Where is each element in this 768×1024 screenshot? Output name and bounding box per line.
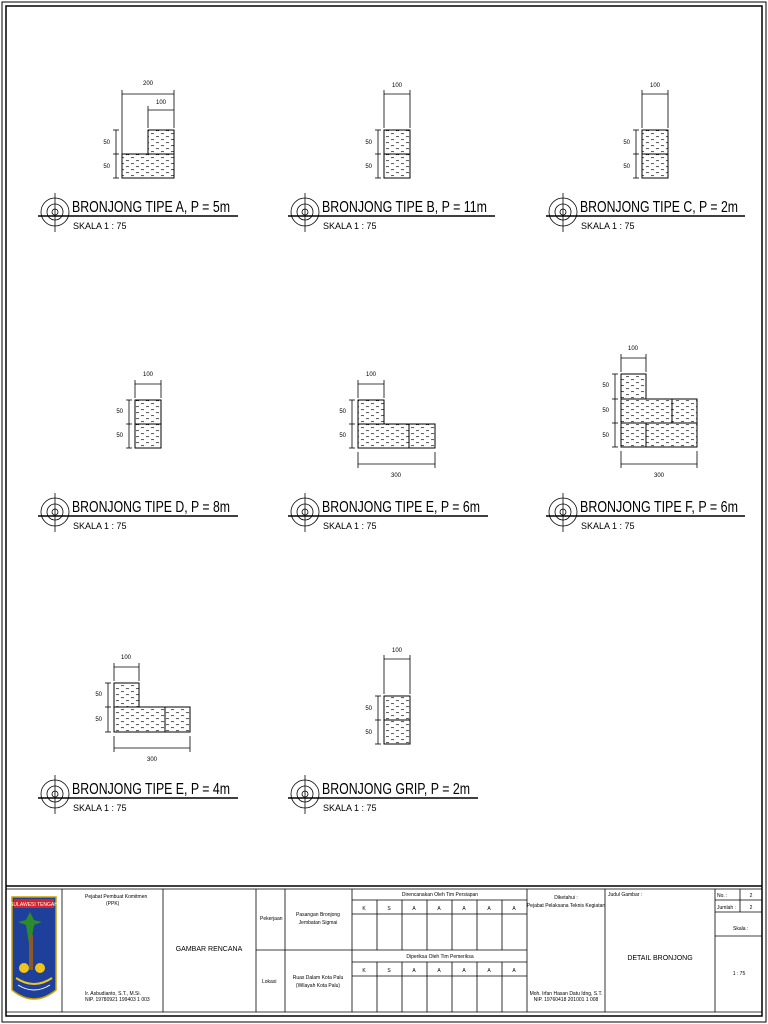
dim-label: 50 xyxy=(602,383,609,389)
drawing-scale: SKALA 1 : 75 xyxy=(323,803,377,813)
dim-label: 50 xyxy=(602,408,609,414)
dim-label: 50 xyxy=(623,140,630,146)
ppk-abbr: (PPK) xyxy=(106,901,120,907)
dim-label: 100 xyxy=(391,648,403,654)
grid-header: S xyxy=(387,968,391,974)
ppk-nip: NIP. 19780921 199403 1 003 xyxy=(85,997,150,1003)
dim-label: 100 xyxy=(365,372,377,378)
jumlah-label: Jumlah : xyxy=(717,905,736,911)
gambar-rencana-label: GAMBAR RENCANA xyxy=(175,946,243,953)
gabion-box xyxy=(384,696,410,720)
no-label: No. : xyxy=(717,893,728,899)
gabion-box xyxy=(114,707,165,732)
dim-label: 300 xyxy=(390,473,402,479)
dim-label: 50 xyxy=(116,409,123,415)
grid-headers-upper xyxy=(362,906,516,912)
drawing-scale: SKALA 1 : 75 xyxy=(73,221,127,231)
grid-header: A xyxy=(412,968,416,974)
gabion-box xyxy=(642,130,668,154)
dim-label: 100 xyxy=(120,655,132,661)
gabion-box xyxy=(621,374,646,399)
drawing-scale: SKALA 1 : 75 xyxy=(73,803,127,813)
pptk-name: Moh. Irfan Hasan Datu Idng, S.T. xyxy=(529,991,603,997)
jumlah-value: 2 xyxy=(749,905,753,911)
dim-label: 300 xyxy=(146,757,158,763)
drawing-tipe-a xyxy=(38,81,238,232)
drawing-grip xyxy=(288,648,478,814)
gabion-box xyxy=(621,399,672,423)
dim-label: 300 xyxy=(653,473,665,479)
drawing-title: BRONJONG TIPE B, P = 11m xyxy=(322,199,487,216)
gabion-box xyxy=(358,400,384,424)
dim-label: 50 xyxy=(365,730,372,736)
no-value: 2 xyxy=(749,893,753,899)
judul-gambar-label: Judul Gambar : xyxy=(608,892,643,898)
dim-label: 50 xyxy=(95,692,102,698)
gabion-box xyxy=(384,154,410,178)
pekerjaan-value: Jembatan Sigmai xyxy=(298,920,338,926)
gabion-box xyxy=(621,423,646,447)
grid-header: A xyxy=(462,906,466,912)
drawing-scale: SKALA 1 : 75 xyxy=(581,521,635,531)
grid-header: A xyxy=(512,906,516,912)
grid-header: K xyxy=(362,906,366,912)
drawing-scale: SKALA 1 : 75 xyxy=(323,221,377,231)
dim-label: 50 xyxy=(623,164,630,170)
grid-header: A xyxy=(487,968,491,974)
dim-label: 50 xyxy=(103,164,110,170)
drawing-title: BRONJONG TIPE A, P = 5m xyxy=(72,199,230,216)
gabion-box xyxy=(165,707,190,732)
logo-label: SULAWESI TENGAH xyxy=(10,902,58,908)
gabion-box xyxy=(148,130,174,154)
drawing-scale: SKALA 1 : 75 xyxy=(323,521,377,531)
diperiksa-label: Diperiksa Oleh Tim Pemeriksa xyxy=(406,954,474,960)
lokasi-value: Ruas Dalam Kota Palu xyxy=(292,975,344,981)
dim-label: 50 xyxy=(95,717,102,723)
drawing-tipe-e-4m xyxy=(38,655,238,814)
gabion-box xyxy=(114,683,139,707)
gabion-box xyxy=(135,424,161,448)
gabion-box xyxy=(384,720,410,744)
grid-header: A xyxy=(412,906,416,912)
grid-header: K xyxy=(362,968,366,974)
dim-label: 200 xyxy=(142,81,154,87)
drawing-title: BRONJONG TIPE D, P = 8m xyxy=(72,499,230,516)
gabion-box xyxy=(646,423,697,447)
province-logo-icon xyxy=(10,895,58,1007)
lokasi-value: (Wilayah Kota Palu) xyxy=(295,983,341,989)
gabion-box xyxy=(642,154,668,178)
grid-header: A xyxy=(512,968,516,974)
drawing-tipe-e-6m xyxy=(288,372,488,532)
grid-header: A xyxy=(487,906,491,912)
drawing-tipe-c xyxy=(546,83,745,232)
gabion-box xyxy=(409,424,435,448)
gabion-box xyxy=(122,154,174,178)
grid-header: A xyxy=(437,968,441,974)
drawing-tipe-b xyxy=(288,83,495,232)
title-block xyxy=(6,886,762,1012)
dim-label: 50 xyxy=(339,409,346,415)
gabion-box xyxy=(358,424,409,448)
dim-label: 50 xyxy=(365,164,372,170)
gabion-box xyxy=(384,130,410,154)
lokasi-label: Lokasi xyxy=(262,979,277,985)
diketahui-label: Diketahui : xyxy=(554,895,578,901)
drawing-tipe-f xyxy=(546,346,745,532)
dim-label: 50 xyxy=(116,433,123,439)
drawing-title: BRONJONG TIPE C, P = 2m xyxy=(580,199,738,216)
grid-header: A xyxy=(462,968,466,974)
drawing-title: BRONJONG GRIP, P = 2m xyxy=(322,781,470,798)
dim-label: 100 xyxy=(627,346,639,352)
dim-label: 100 xyxy=(391,83,403,89)
dim-label: 100 xyxy=(142,372,154,378)
skala-value: 1 : 75 xyxy=(732,971,746,977)
dim-label: 50 xyxy=(365,706,372,712)
dim-label: 50 xyxy=(103,140,110,146)
direncanakan-label: Direncanakan Oleh Tim Persiapan xyxy=(401,892,479,898)
pekerjaan-value: Pasangan Bronjong xyxy=(296,912,340,918)
skala-label: Skala : xyxy=(733,926,749,932)
dim-label: 50 xyxy=(339,433,346,439)
drawing-scale: SKALA 1 : 75 xyxy=(581,221,635,231)
dim-label: 50 xyxy=(602,433,609,439)
dim-label: 100 xyxy=(155,100,167,106)
grid-header: A xyxy=(437,906,441,912)
ppk-title: Pejabat Pembuat Komitmen xyxy=(85,894,148,900)
drawing-title: BRONJONG TIPE E, P = 4m xyxy=(72,781,230,798)
pptk-nip: NIP. 19760418 201001 1 008 xyxy=(533,997,599,1003)
drawing-scale: SKALA 1 : 75 xyxy=(73,521,127,531)
dim-label: 50 xyxy=(365,140,372,146)
pekerjaan-label: Pekerjaan xyxy=(260,916,283,922)
drawing-title: BRONJONG TIPE F, P = 6m xyxy=(580,499,738,516)
judul-gambar-value: DETAIL BRONJONG xyxy=(627,955,693,962)
ppk-name: Ir. Asbudianto, S.T., M.Si. xyxy=(85,991,141,997)
gabion-box xyxy=(672,399,697,423)
grid-header: S xyxy=(387,906,391,912)
drawing-tipe-d xyxy=(38,372,238,532)
gabion-box xyxy=(135,400,161,424)
grid-headers-lower xyxy=(362,968,516,974)
drawing-title: BRONJONG TIPE E, P = 6m xyxy=(322,499,480,516)
dim-label: 100 xyxy=(649,83,661,89)
pptk-title: Pejabat Pelaksana Teknis Kegiatan xyxy=(526,903,606,909)
